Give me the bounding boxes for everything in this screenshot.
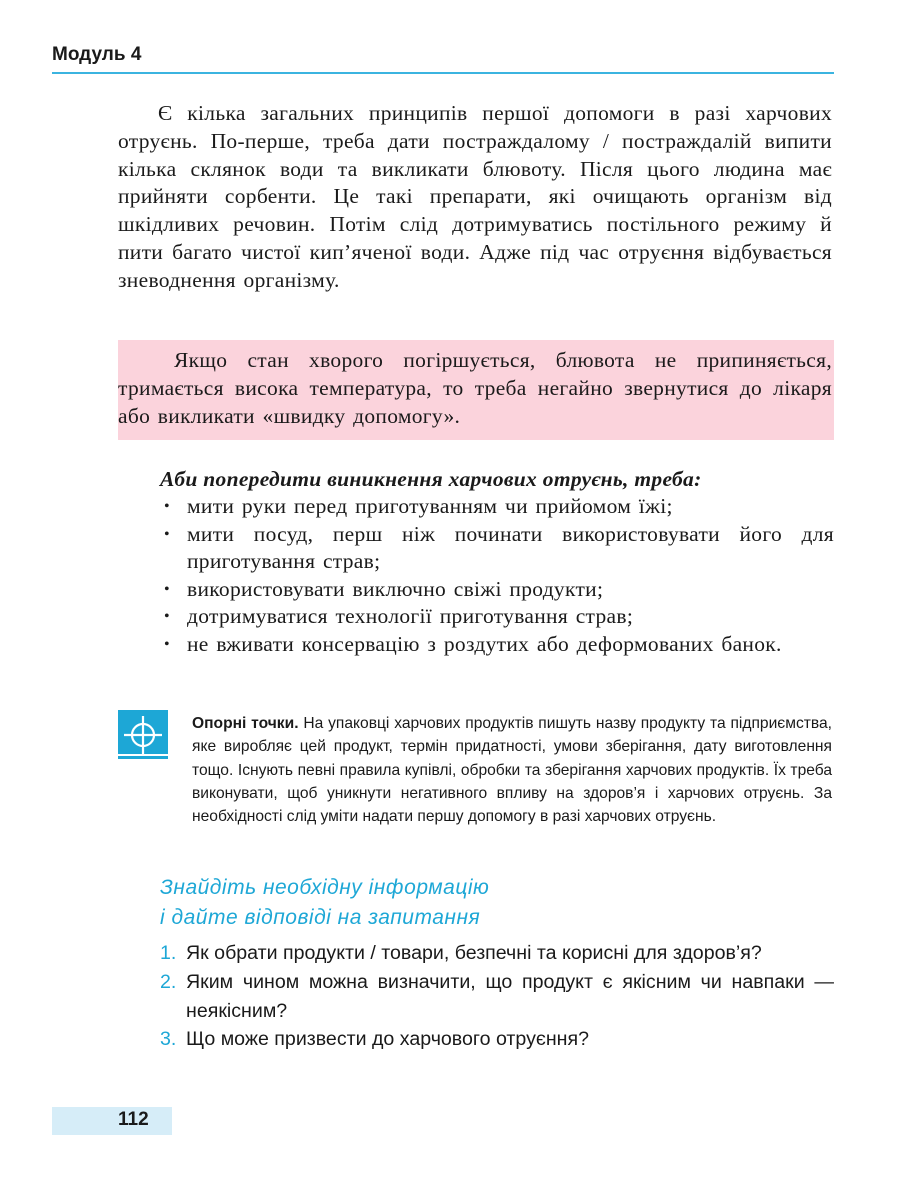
page-number: 112 (118, 1109, 149, 1130)
bullet-icon: • (164, 580, 170, 598)
list-item: 3. Що може призвести до харчового отруєння? (160, 1028, 590, 1051)
task-title: Знайдіть необхідну інформацію і дайте відповіді на запитання (160, 876, 490, 929)
bullet-icon: • (164, 635, 170, 653)
list-item: • мити посуд, перш ніж починати використовувати його для приготування страв; (164, 521, 834, 574)
list-item: • дотримуватися технології приготування страв; (160, 603, 834, 631)
prevention-heading: Аби попередити виникнення харчових отруєнь, треба: (160, 467, 702, 491)
page-number-box (52, 1107, 172, 1135)
list-item: 2. Яким чином можна визначити, що продукт є якісним чи навпаки — неякісним? (160, 970, 834, 1022)
intro-paragraph: Є кілька загальних принципів першої допомоги в разі харчових отруєнь. По-перше, треба дати постраждалому / постраждалій випити кілька склянок води та викликати блювоту. Після цього людина має прийняти сорбенти. Це такі препарати, які очищають організм від шкідливих речовин. Потім слід дотримуватись постільного режиму й пити багато чистої кип’яченої води. Адже під час отруєння відбувається зневоднення організму. (118, 101, 832, 292)
list-item: • мити руки перед приготуванням чи прийомом їжі; (160, 493, 834, 521)
bullet-icon: • (164, 525, 170, 543)
target-crosshair-icon (118, 710, 168, 760)
bullet-icon: • (164, 498, 170, 515)
page-header (52, 44, 834, 74)
list-item: • використовувати виключно свіжі продукти; (160, 576, 834, 604)
questions-list (160, 939, 834, 1054)
bullet-icon: • (164, 608, 170, 626)
prevention-list (160, 493, 834, 659)
warning-text: Якщо стан хворого погіршується, блювота не припиняється, тримається висока температура, то треба негайно звернутися до лікаря або викликати «швидку допомогу». (118, 348, 832, 428)
list-item: 1. Як обрати продукти / товари, безпечні та корисні для здоров’я? (160, 942, 762, 964)
key-points-label: Опорні точки. (192, 715, 299, 732)
list-item: • не вживати консервацію з роздутих або деформованих банок. (160, 631, 834, 659)
key-points-text: Опорні точки. На упаковці харчових продуктів пишуть назву продукту та підприємства, яке виробляє цей продукт, термін придатності, умови зберігання, дату виготовлення тощо. Існують певні правила купівлі, обробки та зберігання харчових продуктів. Їх треба виконувати, щоб уникнути негативного впливу на здоров’я і харчових отруєнь. За необхідності слід уміти надати першу допомогу в разі харчових отруєнь. (192, 715, 833, 826)
module-title: Модуль 4 (52, 44, 142, 65)
